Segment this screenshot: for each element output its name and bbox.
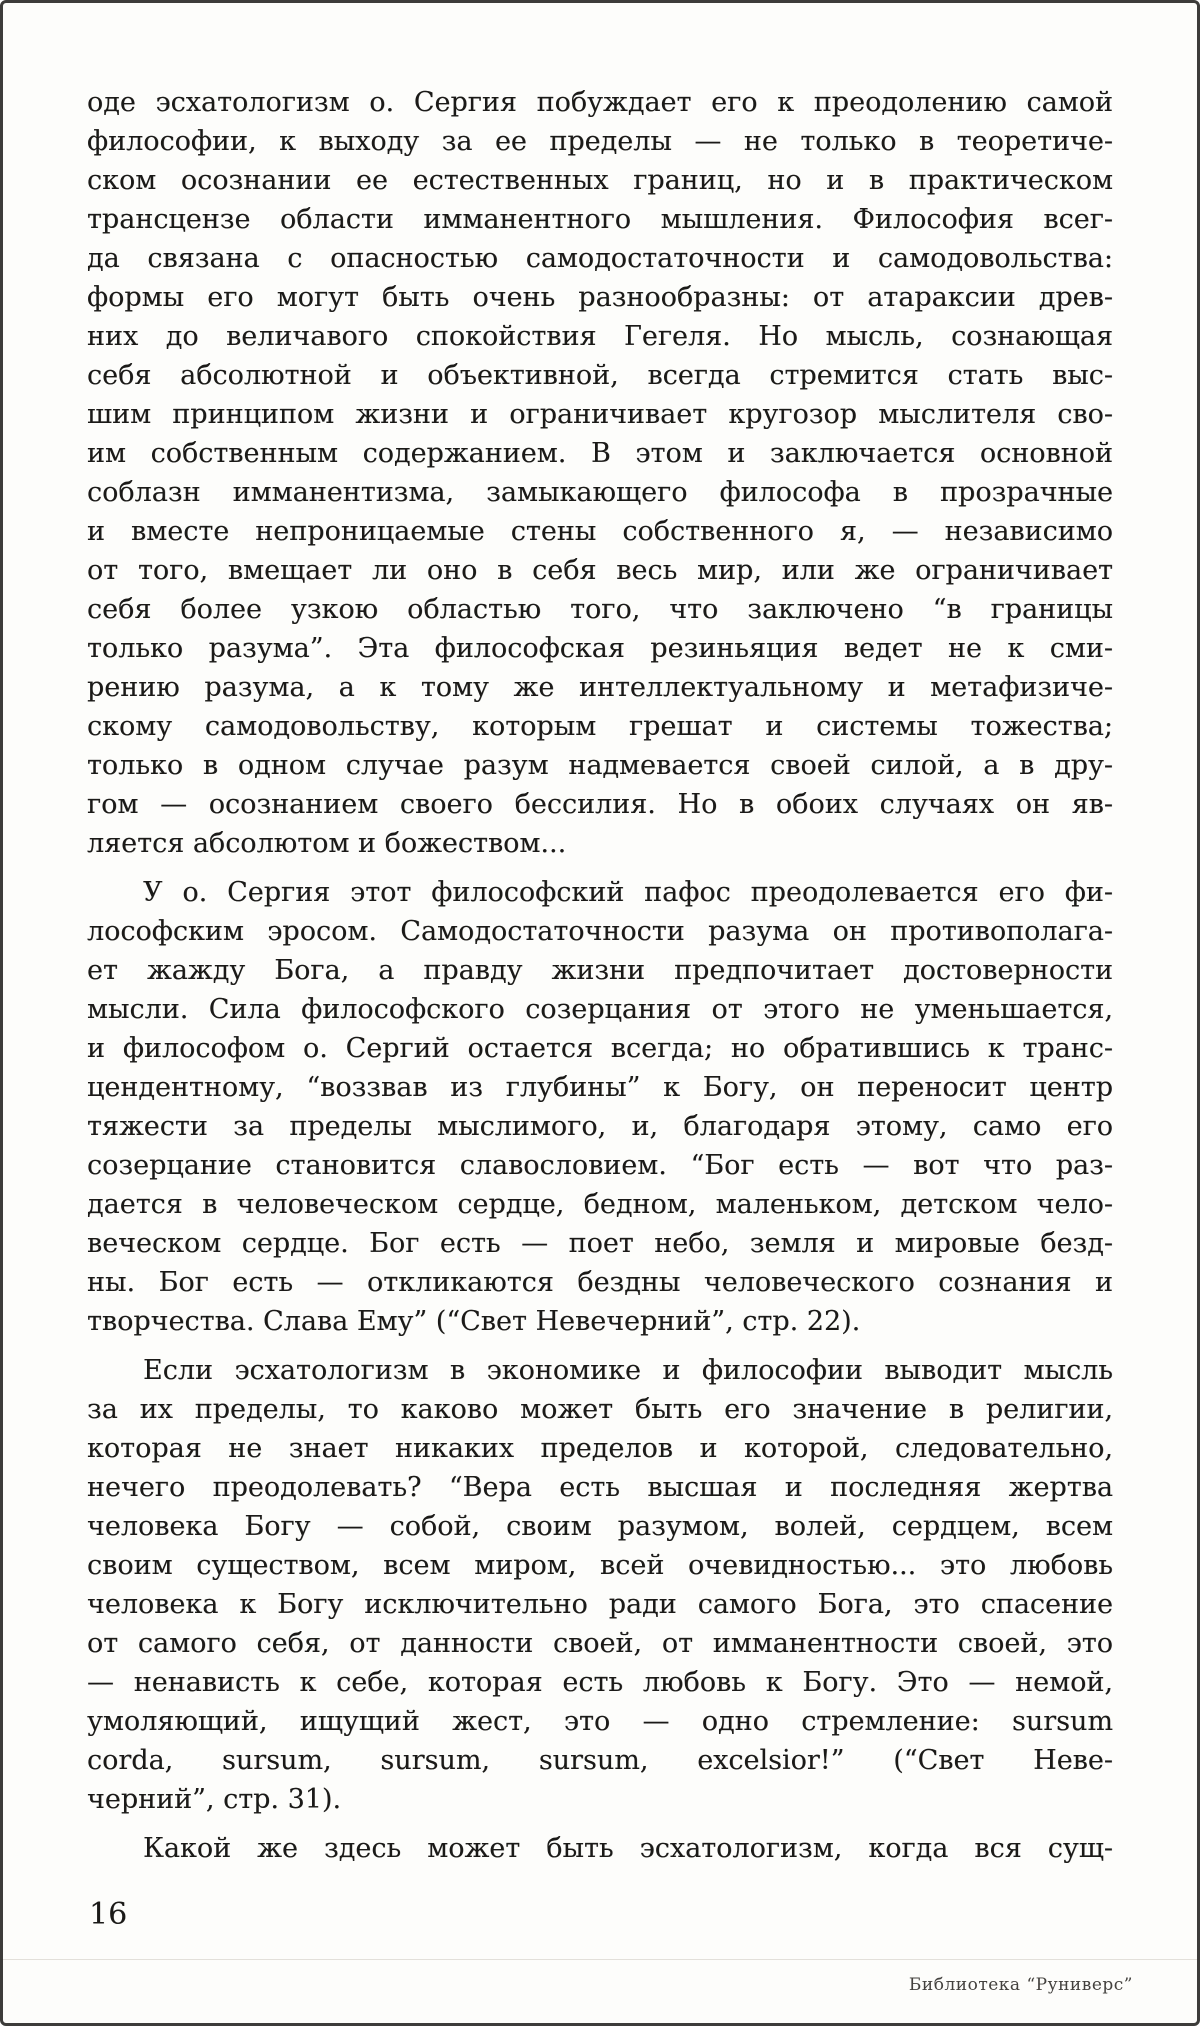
paragraph <box>87 83 1113 863</box>
text-line: черний”, стр. 31). <box>87 1784 342 1815</box>
text-line: ет жажду Бога, а правду жизни предпочитает достоверности <box>87 955 1113 986</box>
text-line: веческом сердце. Бог есть — поет небо, земля и мировые безд- <box>87 1228 1113 1259</box>
text-line: ны. Бог есть — откликаются бездны человеческого сознания и <box>87 1267 1113 1298</box>
text-line: ском осознании ее естественных границ, но и в практическом <box>87 165 1113 196</box>
text-line: дается в человеческом сердце, бедном, маленьком, детском чело- <box>87 1189 1113 1220</box>
text-line: шим принципом жизни и ограничивает кругозор мыслителя сво- <box>87 399 1113 430</box>
text-line: только разума”. Эта философская резиньяция ведет не к сми- <box>87 633 1113 664</box>
text-line: себя более узкою областью того, что заключено “в границы <box>87 594 1113 625</box>
text-line: гом — осознанием своего бессилия. Но в обоих случаях он яв- <box>87 789 1113 820</box>
text-line: своим существом, всем миром, всей очевидностью... это любовь <box>87 1550 1113 1581</box>
text-line: за их пределы, то каково может быть его значение в религии, <box>87 1394 1113 1425</box>
paragraph <box>87 1829 1113 1868</box>
paragraph <box>87 873 1113 1341</box>
text-line: и вместе непроницаемые стены собственного я, — независимо <box>87 516 1113 547</box>
text-line: нечего преодолевать? “Вера есть высшая и последняя жертва <box>87 1472 1113 1503</box>
text-line: человека к Богу исключительно ради самого Бога, это спасение <box>87 1589 1113 1620</box>
text-line: от того, вмещает ли оно в себя весь мир, или же ограничивает <box>87 555 1113 586</box>
text-line: философии, к выходу за ее пределы — не только в теоретиче- <box>87 126 1113 157</box>
page-number: 16 <box>89 1897 128 1932</box>
text-line: только в одном случае разум надмевается своей силой, а в дру- <box>87 750 1113 781</box>
text-line: трансцензе области имманентного мышления. Философия всег- <box>87 204 1113 235</box>
text-line: ляется абсолютом и божеством... <box>87 828 567 859</box>
text-line: тяжести за пределы мыслимого, и, благодаря этому, само его <box>87 1111 1113 1142</box>
footer-credit: Библиотека “Руниверс” <box>908 1975 1133 1995</box>
text-line: цендентному, “воззвав из глубины” к Богу, он переносит центр <box>87 1072 1113 1103</box>
text-line: умоляющий, ищущий жест, это — одно стремление: sursum <box>87 1706 1113 1737</box>
text-line: corda, sursum, sursum, sursum, excelsior!” (“Свет Неве- <box>87 1745 1113 1776</box>
text-line: себя абсолютной и объективной, всегда стремится стать выс- <box>87 360 1113 391</box>
text-line: мысли. Сила философского созерцания от этого не уменьшается, <box>87 994 1113 1025</box>
text-line: формы его могут быть очень разнообразны: от атараксии древ- <box>87 282 1113 313</box>
text-line: человека Богу — собой, своим разумом, волей, сердцем, всем <box>87 1511 1113 1542</box>
text-line: и философом о. Сергий остается всегда; но обратившись к транс- <box>87 1033 1113 1064</box>
footer-divider <box>3 1959 1197 1960</box>
text-line: скому самодовольству, которым грешат и системы тожества; <box>87 711 1113 742</box>
text-line: Если эсхатологизм в экономике и философии выводит мысль <box>143 1355 1113 1386</box>
text-line: У о. Сергия этот философский пафос преодолевается его фи- <box>143 877 1113 908</box>
text-line: которая не знает никаких пределов и которой, следовательно, <box>87 1433 1113 1464</box>
text-line: рению разума, а к тому же интеллектуальному и метафизиче- <box>87 672 1113 703</box>
text-line: них до величавого спокойствия Гегеля. Но мысль, сознающая <box>87 321 1113 352</box>
paragraph <box>87 1351 1113 1819</box>
text-line: творчества. Слава Ему” (“Свет Невечерний”, стр. 22). <box>87 1306 861 1337</box>
text-line: — ненависть к себе, которая есть любовь к Богу. Это — немой, <box>87 1667 1113 1698</box>
text-line: оде эсхатологизм о. Сергия побуждает его к преодолению самой <box>87 87 1113 118</box>
text-line: им собственным содержанием. В этом и заключается основной <box>87 438 1113 469</box>
text-block <box>87 83 1113 1868</box>
text-line: соблазн имманентизма, замыкающего философа в прозрачные <box>87 477 1113 508</box>
text-line: от самого себя, от данности своей, от имманентности своей, это <box>87 1628 1113 1659</box>
text-line: Какой же здесь может быть эсхатологизм, когда вся сущ- <box>143 1833 1113 1864</box>
text-line: созерцание становится славословием. “Бог есть — вот что раз- <box>87 1150 1113 1181</box>
text-line: да связана с опасностью самодостаточности и самодовольства: <box>87 243 1113 274</box>
text-line: лософским эросом. Самодостаточности разума он противополага- <box>87 916 1113 947</box>
